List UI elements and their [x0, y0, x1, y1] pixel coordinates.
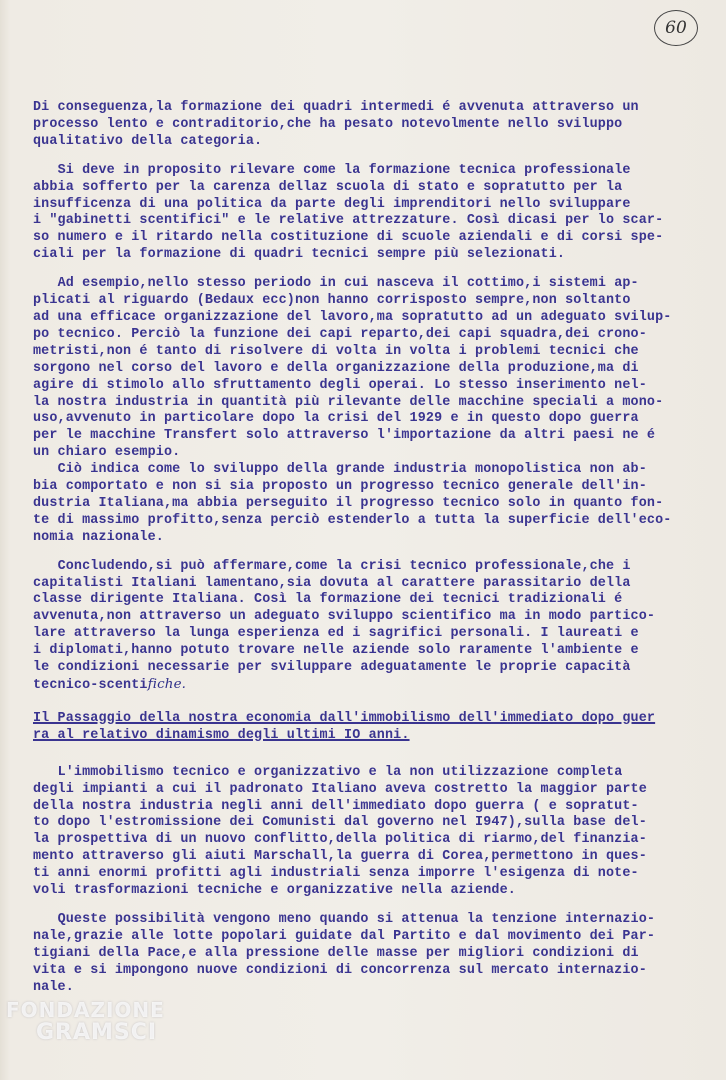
paragraph-5: L'immobilismo tecnico e organizzativo e la non utilizzazione completa degli impianti a cui il padronato Italiano aveva costretto la maggior parte della nostra industria negli anni dell'immediato dopo guerra ( e sopratut- to dopo l'estromissione dei Comunisti dal governo nel I947),sulla base del- la prospettiva di un nuovo conflitto,della politica di riarmo,del finanzia- mento attraverso gli aiuti Marschall,la guerra di Corea,permettono in ques- ti anni enormi profitti agli industriali senza imporre l'esigenza di note- voli trasformazioni tecniche e organizzative nella aziende.: [33, 764, 647, 899]
paragraph-1: Di conseguenza,la formazione dei quadri intermedi é avvenuta attraverso un processo lento e contraditorio,che ha pesato notevolmente nello sviluppo qualitativo della categoria.: [33, 100, 639, 149]
paragraph-4-text: Concludendo,si può affermare,come la crisi tecnico professionale,che i capitalisti Italiani lamentano,sia dovuta al carattere parassitario della classe dirigente Italiana. Così la formazione dei tecnici tradizionali é avvenuta,non attraverso un adeguato sviluppo scientifico ma in modo partico- lare attraverso la lunga esperienza ed i sagrifici personali. I laureati e i diplomati,hanno potuto trovare nelle aziende solo raramente l'ambiente e le condizioni necessarie per sviluppare adeguatamente le proprie capacità tecnico-scenti: [33, 558, 656, 693]
paragraph-4: [33, 559, 701, 695]
paragraph-2: Si deve in proposito rilevare come la formazione tecnica professionale abbia sofferto per la carenza dellaz scuola di stato e sopratutto per la insufficenza di una politica da parte degli imprenditori nello sviluppare i "gabinetti scentifici" e le relative attrezzature. Così dicasi per lo scar- so numero e il ritardo nella costituzione di scuole aziendali e di corsi spe- ciali per la formazione di quadri tecnici sempre più selezionati.: [33, 162, 664, 263]
handwritten-correction: fiche.: [147, 677, 187, 692]
document-body: [33, 100, 701, 1009]
watermark-line-1: FONDAZIONE: [6, 998, 165, 1022]
paragraph-6: Queste possibilità vengono meno quando si attenua la tenzione internazio- nale,grazie alle lotte popolari guidate dal Partito e dal movimento dei Par- tigiani della Pace,e alla pressione delle masse per migliori condizioni di vita e si impongono nuove condizioni di concorrenza sul mercato internazio- nale.: [33, 911, 656, 995]
watermark-line-2: GRAMSCI: [36, 1020, 158, 1045]
archive-watermark: [6, 998, 206, 1045]
paragraph-3: Ad esempio,nello stesso periodo in cui nasceva il cottimo,i sistemi ap- plicati al riguardo (Bedaux ecc)non hanno corrisposto sempre,non soltanto ad una efficace organizzazione del lavoro,ma sopratutto ad un adeguato svilup- po tecnico. Perciò la funzione dei capi reparto,dei capi squadra,dei crono- metristi,non é tanto di risolvere di volta in volta i problemi tecnici che sorgono nel corso del lavoro e della organizzazione della produzione,ma di agire di stimolo allo sfruttamento degli operai. Lo stesso inserimento nel- la nostra industria in quantità più rilevante delle macchine speciali a mono- uso,avvenuto in particolare dopo la crisi del 1929 e in questo dopo guerra per le macchine Transfert solo attraverso l'importazione da altri paesi ne é un chiaro esempio. Ciò indica come lo sviluppo della grande industria monopolistica non ab- bia comportato e non si sia proposto un progresso tecnico generale dell'in- dustria Italiana,ma abbia perseguito il progresso tecnico solo in quanto fon- te di massimo profitto,senza perciò estenderlo a tutta la superficie dell'eco- nomia nazionale.: [33, 276, 672, 545]
handwritten-page-number: 60: [654, 10, 698, 46]
section-heading: Il Passaggio della nostra economia dall'immobilismo dell'immediato dopo guer ra al relativo dinamismo degli ultimi IO anni.: [33, 710, 656, 743]
